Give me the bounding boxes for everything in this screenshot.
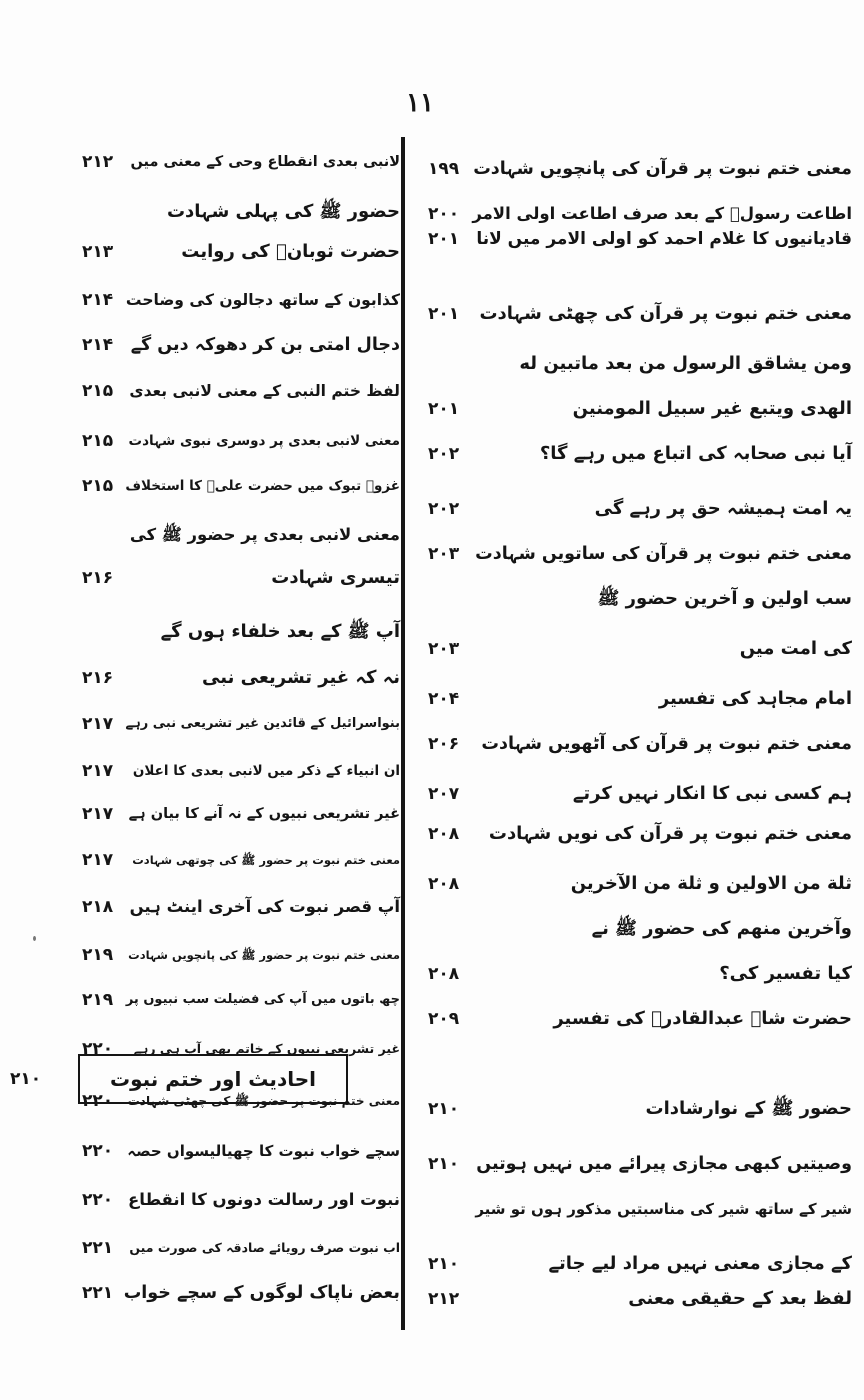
toc-entry-title: سچے خواب نبوت کا چھیالیسواں حصہ: [127, 1142, 400, 1160]
toc-entry: [418, 536, 858, 572]
toc-entry-page: ۲۱۵: [82, 381, 114, 401]
toc-entry-title: لفظ ختم النبی کے معنی لانبی بعدی: [129, 382, 400, 400]
toc-entry-title: نہ کہ غیر تشریعی نبی: [202, 667, 400, 688]
column-divider: [401, 137, 405, 1330]
section-heading-page: ۲۱۰: [10, 1069, 42, 1089]
toc-entry-title: غزوہ تبوک میں حضرت علیؓ کا استخلاف: [125, 478, 400, 494]
toc-entry-title: معنی ختم نبوت پر قرآن کی نویں شہادت: [488, 823, 852, 844]
toc-entry-title: حضور ﷺ کی پہلی شہادت: [166, 201, 400, 222]
toc-entry-page: ۲۰۰: [428, 204, 460, 224]
toc-entry-title: قادیانیوں کا غلام احمد کو اولی الامر میں لانا: [476, 229, 852, 249]
toc-entry-page: ۲۰۶: [428, 734, 460, 754]
toc-entry-title: بنواسرائیل کے قائدین غیر تشریعی نبی رہے: [125, 716, 400, 731]
toc-entry-title: چھ باتوں میں آپ کی فضیلت سب نبیوں پر: [125, 992, 400, 1007]
toc-entry: [418, 391, 858, 427]
toc-entry-title: معنی ختم نبوت پر قرآن کی آٹھویں شہادت: [481, 734, 852, 754]
toc-entry-page: ۲۱۳: [82, 242, 114, 262]
toc-entry-title: آپ ﷺ کے بعد خلفاء ہوں گے: [160, 621, 400, 642]
toc-entry-title: کے مجازی معنی نہیں مراد لیے جاتے: [548, 1253, 852, 1274]
toc-entry-title: امام مجاہد کی تفسیر: [658, 688, 852, 709]
toc-entry: [418, 776, 858, 812]
toc-entry: [64, 982, 400, 1018]
toc-entry: [64, 194, 400, 230]
toc-entry: [418, 1281, 858, 1317]
toc-entry: [64, 706, 400, 742]
toc-entry: [64, 144, 400, 180]
toc-entry: [64, 753, 400, 789]
toc-entry-title: یہ امت ہمیشہ حق پر رہے گی: [594, 498, 852, 519]
toc-entry-title: حضور ﷺ کے نوارشادات: [645, 1098, 852, 1119]
toc-entry-page: ۲۱۷: [82, 850, 114, 870]
toc-entry-page: ۲۰۲: [428, 444, 460, 464]
toc-entry-page: ۲۱۷: [82, 804, 114, 824]
toc-entry-title: آیا نبی صحابہ کی اتباع میں رہے گا؟: [539, 443, 852, 464]
toc-entry: [64, 1133, 400, 1169]
toc-entry: [64, 889, 400, 925]
toc-entry-title: کیا تفسیر کی؟: [719, 963, 852, 984]
toc-entry: [64, 517, 400, 553]
toc-entry-page: ۲۲۱: [82, 1283, 114, 1303]
toc-entry: [418, 581, 858, 617]
toc-entry-title: معنی ختم نبوت پر قرآن کی چھٹی شہادت: [479, 303, 852, 324]
toc-entry-title: بعض ناپاک لوگوں کے سچے خواب: [123, 1283, 400, 1303]
toc-entry: [64, 796, 400, 832]
toc-entry: [64, 423, 400, 459]
toc-entry: [64, 327, 400, 363]
toc-entry-title: اب نبوت صرف رویائے صادقہ کی صورت میں: [129, 1240, 400, 1255]
toc-entry-title: معنی لانبی بعدی پر حضور ﷺ کی: [129, 525, 400, 544]
toc-entry-title: شیر کے ساتھ شیر کی مناسبتیں مذکور ہوں تو شیر: [475, 1200, 852, 1218]
toc-entry-title: تیسری شہادت: [271, 567, 400, 588]
toc-entry-page: ۲۰۲: [428, 499, 460, 519]
toc-entry: [418, 631, 858, 667]
toc-entry: [64, 373, 400, 409]
toc-entry-page: ۲۱۴: [82, 290, 114, 310]
toc-entry-page: ۲۱۲: [428, 1289, 460, 1309]
toc-entry: [418, 911, 858, 947]
toc-entry: [418, 866, 858, 902]
toc-entry-page: ۲۱۶: [82, 568, 114, 588]
toc-entry-page: ۱۹۹: [428, 159, 460, 179]
toc-entry-title: آپ قصر نبوت کی آخری اینٹ ہیں: [129, 897, 400, 916]
toc-entry-page: ۲۰۷: [428, 784, 460, 804]
toc-entry-title: غیر تشریعی نبیوں کے نہ آنے کا بیان ہے: [128, 806, 400, 822]
toc-entry-page: ۲۰۳: [428, 544, 460, 564]
toc-entry: [64, 660, 400, 696]
toc-entry-page: ۲۱۶: [82, 668, 114, 688]
toc-entry-page: ۲۱۰: [428, 1154, 460, 1174]
toc-entry: [64, 1230, 400, 1266]
toc-entry-title: سب اولین و آخرین حضور ﷺ: [597, 588, 852, 609]
toc-entry: [418, 1246, 858, 1282]
toc-entry-title: لفظ بعد کے حقیقی معنی: [628, 1288, 852, 1309]
toc-entry: [64, 937, 400, 973]
toc-entry: [418, 491, 858, 527]
toc-entry-page: ۲۱۵: [82, 476, 114, 496]
toc-entry-title: وآخرین منهم کی حضور ﷺ نے: [591, 918, 852, 939]
toc-entry-page: ۲۰۸: [428, 824, 460, 844]
toc-entry-page: ۲۰۸: [428, 874, 460, 894]
toc-entry: [418, 221, 858, 257]
toc-entry-page: ۲۱۰: [428, 1254, 460, 1274]
toc-entry-title: غیر تشریعی نبیوں کے خاتم بھی آپ ہی رہے: [133, 1041, 400, 1056]
toc-entry: [418, 436, 858, 472]
toc-entry: [418, 151, 858, 187]
scan-speck: [33, 936, 36, 941]
toc-entry: [418, 816, 858, 852]
toc-entry-page: ۲۲۰: [82, 1141, 114, 1161]
toc-entry-page: ۲۲۰: [82, 1190, 114, 1210]
toc-entry-page: ۲۰۳: [428, 639, 460, 659]
toc-entry-title: دجال امتی بن کر دھوکہ دیں گے: [130, 335, 400, 355]
toc-entry-title: لانبی بعدی انقطاع وحی کے معنی میں: [130, 154, 400, 170]
toc-entry: [418, 1146, 858, 1182]
toc-entry: [64, 468, 400, 504]
toc-entry-page: ۲۰۱: [428, 229, 460, 249]
toc-entry: [418, 1091, 858, 1127]
toc-entry: [64, 234, 400, 270]
toc-entry: [418, 1191, 858, 1227]
toc-entry-title: کی امت میں: [739, 638, 852, 659]
toc-entry-page: ۲۰۴: [428, 689, 460, 709]
toc-entry-page: ۲۱۹: [82, 945, 114, 965]
toc-entry: [64, 842, 400, 878]
toc-entry-page: ۲۲۰: [82, 1091, 114, 1111]
toc-entry: [418, 346, 858, 382]
toc-entry-page: ۲۱۵: [82, 431, 114, 451]
toc-entry-page: ۲۰۱: [428, 399, 460, 419]
toc-entry-page: ۲۱۷: [82, 714, 114, 734]
toc-entry-page: ۲۱۹: [82, 990, 114, 1010]
toc-entry-title: کذابون کے ساتھ دجالون کی وضاحت: [125, 291, 400, 309]
toc-entry: [64, 614, 400, 650]
toc-entry-title: ان انبیاء کے ذکر میں لانبی بعدی کا اعلان: [132, 763, 400, 779]
toc-entry-title: الهدی ویتبع غیر سبیل المومنین: [572, 398, 852, 419]
toc-entry-title: ثلة من الاولین و ثلة من الآخرین: [570, 873, 852, 894]
toc-entry: [64, 1182, 400, 1218]
toc-entry-title: معنی ختم نبوت پر حضور ﷺ کی چوتھی شہادت: [132, 853, 400, 867]
toc-entry-title: ہم کسی نبی کا انکار نہیں کرتے: [572, 783, 852, 804]
toc-entry-page: ۲۱۸: [82, 897, 114, 917]
toc-entry-title: معنی لانبی بعدی پر دوسری نبوی شہادت: [128, 433, 400, 449]
toc-entry: [418, 681, 858, 717]
toc-entry: [418, 726, 858, 762]
toc-entry-page: ۲۰۱: [428, 304, 460, 324]
toc-entry-page: ۲۱۲: [82, 152, 114, 172]
toc-entry-title: نبوت اور رسالت دونوں کا انقطاع: [128, 1190, 400, 1209]
toc-entry-page: ۲۱۴: [82, 335, 114, 355]
toc-entry-title: وصیتیں کبھی مجازی پیرائے میں نہیں ہوتیں: [476, 1154, 852, 1174]
toc-entry-page: ۲۰۸: [428, 964, 460, 984]
toc-entry-title: معنی ختم نبوت پر حضور ﷺ کی پانچویں شہادت: [128, 948, 400, 962]
toc-entry-page: ۲۲۱: [82, 1238, 114, 1258]
toc-entry: [64, 1275, 400, 1311]
toc-entry: [64, 560, 400, 596]
toc-entry-page: ۲۱۰: [428, 1099, 460, 1119]
toc-entry-title: حضرت ثوبانؓ کی روایت: [181, 241, 400, 262]
toc-entry-title: معنی ختم نبوت پر حضور ﷺ کی چھٹی شہادت: [127, 1094, 400, 1108]
toc-entry-page: ۲۲۰: [82, 1039, 114, 1059]
toc-entry-title: معنی ختم نبوت پر قرآن کی پانچویں شہادت: [473, 159, 852, 179]
toc-entry: [418, 956, 858, 992]
toc-entry: [418, 1001, 858, 1037]
toc-entry-title: ومن یشاقق الرسول من بعد ماتبین له: [519, 353, 852, 374]
toc-entry: [418, 296, 858, 332]
page-number: ۱۱: [406, 88, 434, 118]
toc-entry-page: ۲۰۹: [428, 1009, 460, 1029]
toc-entry-title: معنی ختم نبوت پر قرآن کی ساتویں شہادت: [475, 544, 852, 564]
section-heading-box: [78, 1054, 348, 1104]
toc-entry: [64, 282, 400, 318]
toc-entry-page: ۲۱۷: [82, 761, 114, 781]
section-heading-title: احادیث اور ختم نبوت: [110, 1067, 316, 1091]
toc-entry-title: حضرت شاہ عبدالقادرؒ کی تفسیر: [553, 1008, 852, 1029]
toc-entry-title: اطاعت رسولؐ کے بعد صرف اطاعت اولی الامر: [472, 204, 852, 223]
